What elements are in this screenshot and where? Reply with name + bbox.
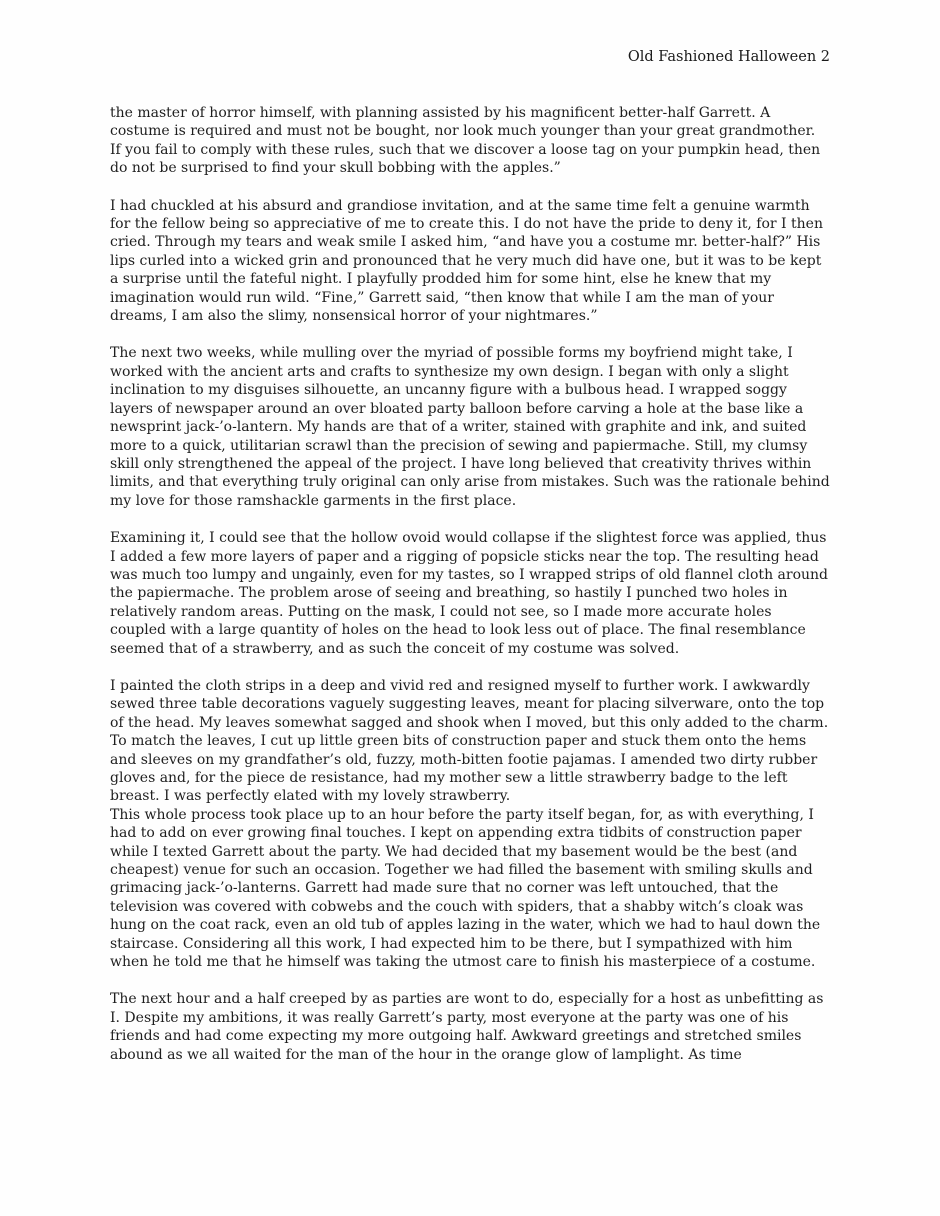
document-body: [110, 104, 830, 1064]
paragraph: Examining it, I could see that the hollow ovoid would collapse if the slightest force was applied, thus I added a few more layers of paper and a rigging of popsicle sticks near the top. The resulting head was much too lumpy and ungainly, even for my tastes, so I wrapped strips of old flannel cloth around the papiermache. The problem arose of seeing and breathing, so hastily I punched two holes in relatively random areas. Putting on the mask, I could not see, so I made more accurate holes coupled with a large quantity of holes on the head to look less out of place. The final resemblance seemed that of a strawberry, and as such the conceit of my costume was solved.: [110, 530, 828, 657]
paragraph: I had chuckled at his absurd and grandiose invitation, and at the same time felt a genuine warmth for the fellow being so appreciative of me to create this. I do not have the pride to deny it, for I then cried. Through my tears and weak smile I asked him, “and have you a costume mr. better-half?” His lips curled into a wicked grin and pronounced that he very much did have one, but it was to be kept a surprise until the fateful night. I playfully prodded him for some hint, else he knew that my imagination would run wild. “Fine,” Garrett said, “then know that while I am the man of your dreams, I am also the slimy, nonsensical horror of your nightmares.”: [110, 197, 823, 325]
paragraph: This whole process took place up to an hour before the party itself began, for, as with everything, I had to add on ever growing final touches. I kept on appending extra tidbits of construction paper while I texted Garrett about the party. We had decided that my basement would be the best (and cheapest) venue for such an occasion. Together we had filled the basement with smiling skulls and grimacing jack-’o-lanterns. Garrett had made sure that no corner was left untouched, that the television was covered with cobwebs and the couch with spiders, that a shabby witch’s cloak was hung on the coat rack, even an old tub of apples lazing in the water, which we had to haul down the staircase. Considering all this work, I had expected him to be there, but I sympathized with him when he told me that he himself was taking the utmost care to finish his masterpiece of a costume.: [110, 806, 821, 971]
paragraph: the master of horror himself, with planning assisted by his magnificent better-half Garrett. A costume is required and must not be bought, nor look much younger than your great grandmother. If you fail to comply with these rules, such that we discover a loose tag on your pumpkin head, then do not be surprised to find your skull bobbing with the apples.”: [110, 105, 821, 177]
paragraph: I painted the cloth strips in a deep and vivid red and resigned myself to further work. I awkwardly sewed three table decorations vaguely suggesting leaves, meant for placing silverware, onto the top of the head. My leaves somewhat sagged and shook when I moved, but this only added to the charm. To match the leaves, I cut up little green bits of construction paper and stuck them onto the hems and sleeves on my grandfather’s old, fuzzy, moth-bitten footie pajamas. I amended two dirty rubber gloves and, for the piece de resistance, had my mother sew a little strawberry badge to the left breast. I was perfectly elated with my lovely strawberry.: [110, 677, 829, 805]
page-header-title: Old Fashioned Halloween 2: [627, 49, 830, 65]
paragraph: The next two weeks, while mulling over the myriad of possible forms my boyfriend might take, I worked with the ancient arts and crafts to synthesize my own design. I began with only a slight inclination to my disguises silhouette, an uncanny figure with a bulbous head. I wrapped soggy layers of newspaper around an over bloated party balloon before carving a hole at the base like a newsprint jack-’o-lantern. My hands are that of a writer, stained with graphite and ink, and suited more to a quick, utilitarian scrawl than the precision of sewing and papiermache. Still, my clumsy skill only strengthened the appeal of the project. I have long believed that creativity thrives within limits, and that everything truly original can only arise from mistakes. Such was the rationale behind my love for those ramshackle garments in the first place.: [110, 345, 830, 509]
paragraph: The next hour and a half creeped by as parties are wont to do, especially for a host as unbefitting as I. Despite my ambitions, it was really Garrett’s party, most everyone at the party was one of his friends and had come expecting my more outgoing half. Awkward greetings and stretched smiles abound as we all waited for the man of the hour in the orange glow of lamplight. As time: [110, 991, 824, 1063]
